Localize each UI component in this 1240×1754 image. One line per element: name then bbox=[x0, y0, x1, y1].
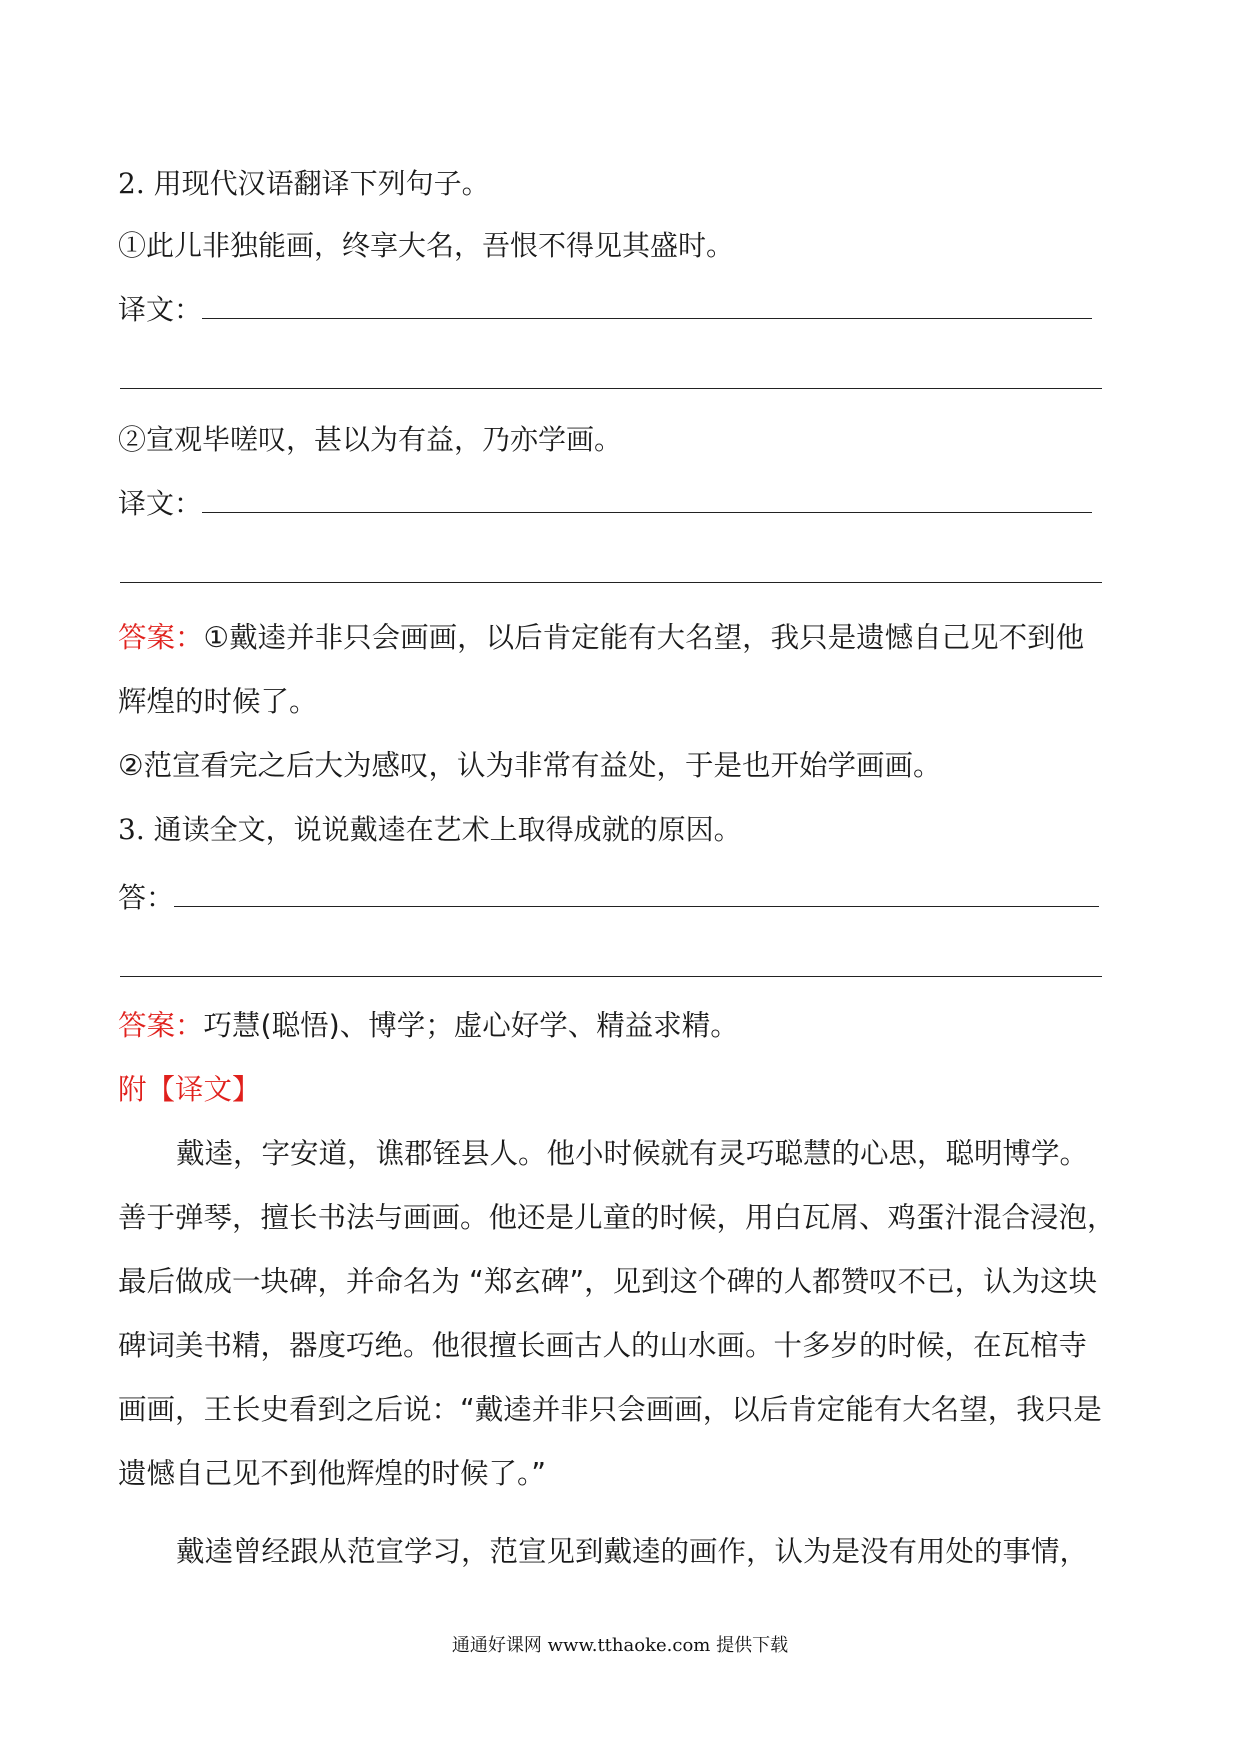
answer-2-line-1 bbox=[118, 618, 1084, 658]
appendix-heading: 附【译文】 bbox=[118, 1073, 261, 1106]
translation-1-row bbox=[118, 290, 1092, 330]
answer-label: 答案： bbox=[118, 621, 204, 654]
appendix-line: 画画，王长史看到之后说：“戴逵并非只会画画，以后肯定能有大名望，我只是 bbox=[118, 1393, 1102, 1426]
answer-3-row bbox=[118, 878, 1099, 918]
translation-2-row bbox=[118, 484, 1092, 524]
question-3-prompt: 3. 通读全文，说说戴逵在艺术上取得成就的原因。 bbox=[118, 813, 742, 846]
appendix-line: 戴逵，字安道，谯郡铚县人。他小时候就有灵巧聪慧的心思，聪明博学。 bbox=[176, 1137, 1089, 1170]
question-2-sentence-1: ①此儿非独能画，终享大名，吾恨不得见其盛时。 bbox=[118, 229, 735, 262]
appendix-line: 戴逵曾经跟从范宣学习，范宣见到戴逵的画作，认为是没有用处的事情， bbox=[176, 1535, 1089, 1568]
answer-blank-line[interactable] bbox=[120, 976, 1102, 977]
answer-2-text-1: ①戴逵并非只会画画，以后肯定能有大名望，我只是遗憾自己见不到他 bbox=[203, 621, 1085, 654]
translation-label: 译文： bbox=[118, 487, 203, 520]
answer-blank[interactable] bbox=[202, 317, 1092, 319]
answer-label: 答案： bbox=[118, 1009, 204, 1042]
page-footer: 通通好课网 www.tthaoke.com 提供下载 bbox=[451, 1635, 789, 1656]
appendix-line: 遗憾自己见不到他辉煌的时候了。” bbox=[118, 1457, 547, 1490]
answer-short-label: 答： bbox=[118, 881, 175, 914]
answer-blank-line[interactable] bbox=[120, 388, 1102, 389]
answer-blank[interactable] bbox=[174, 905, 1099, 907]
appendix-line: 善于弹琴，擅长书法与画画。他还是儿童的时候，用白瓦屑、鸡蛋汁混合浸泡， bbox=[118, 1201, 1116, 1234]
question-2-sentence-2: ②宣观毕嗟叹，甚以为有益，乃亦学画。 bbox=[118, 423, 623, 456]
answer-3-text: 巧慧(聪悟)、博学；虚心好学、精益求精。 bbox=[203, 1009, 739, 1042]
question-2-prompt: 2. 用现代汉语翻译下列句子。 bbox=[118, 167, 490, 200]
answer-3-line bbox=[118, 1006, 739, 1046]
translation-label: 译文： bbox=[118, 293, 203, 326]
appendix-line: 最后做成一块碑，并命名为 “郑玄碑”，见到这个碑的人都赞叹不已，认为这块 bbox=[118, 1265, 1098, 1298]
answer-2-line-2: 辉煌的时候了。 bbox=[118, 685, 318, 718]
answer-blank-line[interactable] bbox=[120, 582, 1102, 583]
appendix-line: 碑词美书精，器度巧绝。他很擅长画古人的山水画。十多岁的时候，在瓦棺寺 bbox=[118, 1329, 1088, 1362]
answer-2-line-3: ②范宣看完之后大为感叹，认为非常有益处，于是也开始学画画。 bbox=[118, 749, 942, 782]
answer-blank[interactable] bbox=[202, 511, 1092, 513]
